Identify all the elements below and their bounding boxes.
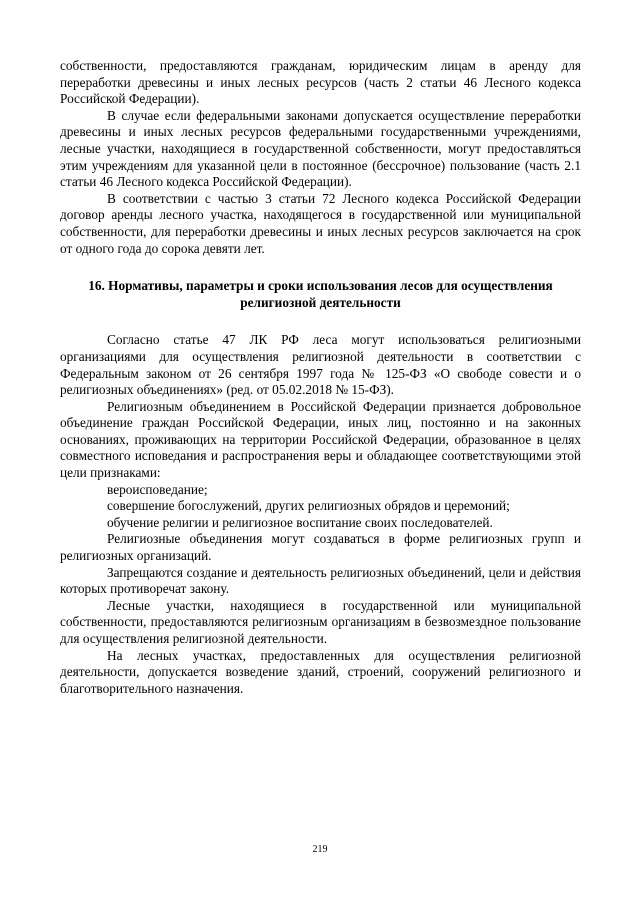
paragraph: В случае если федеральными законами допускается осуществление переработки древесины и иных лесных ресурсов федеральными государственными учреждениями, лесные участки, находящиеся в государственной собственности, могут предоставляться этим учреждениям для указанной цели в постоянное (бессрочное) пользование (часть 2.1 статьи 46 Лесного кодекса Российской Федерации). [60, 107, 581, 190]
list-item: совершение богослужений, других религиозных обрядов и церемоний; [107, 498, 510, 514]
paragraph: собственности, предоставляются гражданам, юридическим лицам в аренду для переработки древесины и иных лесных ресурсов (часть 2 статьи 46 Лесного кодекса Российской Федерации). [60, 58, 581, 107]
paragraphs-section [60, 332, 581, 697]
list-item: обучение религии и религиозное воспитание своих последователей. [107, 514, 493, 530]
page-number: 219 [312, 844, 328, 855]
list-item: вероисповедание; [107, 481, 208, 497]
paragraph: Религиозные объединения могут создаваться в форме религиозных групп и религиозных организаций. [60, 531, 581, 564]
paragraph: В соответствии с частью 3 статьи 72 Лесного кодекса Российской Федерации договор аренды лесного участка, находящегося в государственной или муниципальной собственности, для переработки древесины и иных лесных ресурсов заключается на срок от одного года до сорока девяти лет. [60, 190, 581, 256]
paragraph: Религиозным объединением в Российской Федерации признается добровольное объединение граждан Российской Федерации, иных лиц, постоянно и на законных основаниях, проживающих на территории Российской Федерации, образованное в целях совместного исповедания и распространения веры и обладающее соответствующими этой цели признаками: [60, 398, 581, 481]
paragraph: Лесные участки, находящиеся в государственной или муниципальной собственности, предоставляются религиозным организациям в безвозмездное пользование для осуществления религиозной деятельности. [60, 597, 581, 646]
page-content [60, 58, 581, 697]
paragraphs-top [60, 58, 581, 257]
paragraph: На лесных участках, предоставленных для осуществления религиозной деятельности, допускается возведение зданий, строений, сооружений религиозного и благотворительного назначения. [60, 647, 581, 696]
paragraph: Согласно статье 47 ЛК РФ леса могут использоваться религиозными организациями для осуществления религиозной деятельности в соответствии с Федеральным законом от 26 сентября 1997 года № 125-ФЗ «О свободе совести и о религиозных объединениях» (ред. от 05.02.2018 № 15-ФЗ). [60, 332, 581, 398]
section-heading: 16. Нормативы, параметры и сроки использования лесов для осуществления религиозной деятельности [88, 278, 553, 310]
paragraph: Запрещаются создание и деятельность религиозных объединений, цели и действия которых противоречат закону. [60, 564, 581, 597]
